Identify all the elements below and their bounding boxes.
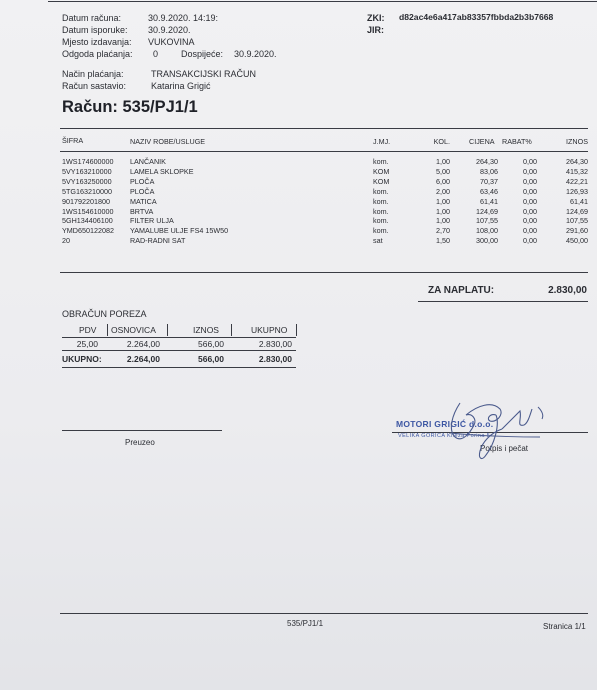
cell-sifra: 20 <box>62 236 70 246</box>
cell-iznos: 107,55 <box>566 216 588 226</box>
cell-jmj: kom. <box>373 226 389 236</box>
table-row <box>0 177 597 187</box>
tax-header-osnovica: OSNOVICA <box>111 325 156 335</box>
nacin-placanja-value: TRANSAKCIJSKI RAČUN <box>151 69 257 79</box>
cell-cijena: 107,55 <box>476 216 498 226</box>
tax-total-osnovica: 2.264,00 <box>126 354 160 364</box>
cell-rabat: 0,00 <box>523 196 537 206</box>
zki-value: d82ac4e6a417ab83357fbbda2b3b7668 <box>399 12 554 22</box>
col-header-cijena: CIJENA <box>469 137 495 146</box>
cell-jmj: KOM <box>373 166 390 176</box>
tax-divider-3 <box>231 324 232 336</box>
cell-rabat: 0,00 <box>523 226 537 236</box>
cell-sifra: 901792201800 <box>62 196 110 206</box>
jir-label: JIR: <box>367 25 385 35</box>
table-row <box>0 226 597 236</box>
cell-kol: 2,70 <box>436 226 450 236</box>
cell-naziv: RAD-RADNI SAT <box>130 236 186 246</box>
table-row <box>0 157 597 167</box>
cell-naziv: MATICA <box>130 196 157 206</box>
datum-isporuke-value: 30.9.2020. <box>148 25 191 35</box>
table-row <box>0 167 597 177</box>
col-header-naziv: NAZIV ROBE/USLUGE <box>130 137 206 146</box>
cell-naziv: YAMALUBE ULJE FS4 15W50 <box>130 226 229 236</box>
cell-sifra: YMD650122082 <box>62 226 114 236</box>
cell-cijena: 124,69 <box>476 206 498 216</box>
cell-rabat: 0,00 <box>523 176 537 186</box>
cell-kol: 2,00 <box>436 186 450 196</box>
tax-header-pdv: PDV <box>79 325 97 335</box>
top-border <box>48 1 597 2</box>
mjesto-value: VUKOVINA <box>148 37 195 47</box>
footer-doc-number: 535/PJ1/1 <box>287 619 324 628</box>
cell-sifra: 1WS174600000 <box>62 157 114 166</box>
cell-jmj: kom. <box>373 196 389 206</box>
table-top-rule <box>60 128 588 129</box>
cell-cijena: 70,37 <box>480 176 498 186</box>
col-header-rabat: RABAT% <box>502 137 532 146</box>
cell-iznos: 415,32 <box>566 166 588 176</box>
cell-kol: 1,00 <box>436 157 450 166</box>
cell-kol: 5,00 <box>436 166 450 176</box>
cell-iznos: 264,30 <box>566 157 588 166</box>
tax-divider-1 <box>107 324 108 336</box>
tax-title: OBRAČUN POREZA <box>62 309 147 319</box>
cell-cijena: 83,06 <box>480 166 498 176</box>
table-header-rule <box>60 151 588 152</box>
table-row <box>0 187 597 197</box>
table-row <box>0 236 597 246</box>
cell-rabat: 0,00 <box>523 206 537 216</box>
cell-cijena: 264,30 <box>476 157 498 166</box>
cell-jmj: kom. <box>373 216 389 226</box>
tax-total-iznos: 566,00 <box>198 354 224 364</box>
cell-cijena: 108,00 <box>476 226 498 236</box>
tax-header-ukupno: UKUPNO <box>251 325 288 335</box>
cell-jmj: KOM <box>373 176 390 186</box>
cell-naziv: FILTER ULJA <box>130 216 174 226</box>
tax-iznos-value: 566,00 <box>198 339 224 349</box>
datum-racuna-label: Datum računa: <box>62 13 122 23</box>
company-stamp-address: VELIKA GORICA Kneza Porina 5 <box>398 433 491 439</box>
cell-sifra: 5TG163210000 <box>62 186 112 196</box>
col-header-jmj: J.MJ. <box>373 137 391 146</box>
zki-label: ZKI: <box>367 13 385 23</box>
odgoda-value: 0 <box>153 49 159 59</box>
cell-jmj: sat <box>373 236 383 246</box>
cell-kol: 1,00 <box>436 196 450 206</box>
tax-header-iznos: IZNOS <box>193 325 219 335</box>
table-row <box>0 216 597 226</box>
cell-naziv: BRTVA <box>130 206 154 216</box>
cell-jmj: kom. <box>373 186 389 196</box>
cell-iznos: 422,21 <box>566 176 588 186</box>
preuzeo-line <box>62 430 222 431</box>
dospijece-value: 30.9.2020. <box>234 49 277 59</box>
cell-sifra: 1WS154610000 <box>62 206 114 216</box>
cell-jmj: kom. <box>373 157 389 166</box>
tax-total-rule <box>62 367 296 368</box>
cell-rabat: 0,00 <box>523 186 537 196</box>
tax-row-rule <box>62 350 296 351</box>
invoice-title: Račun: 535/PJ1/1 <box>62 98 198 116</box>
cell-iznos: 124,69 <box>566 206 588 216</box>
cell-sifra: 5VY163250000 <box>62 176 112 186</box>
tax-divider-2 <box>167 324 168 336</box>
cell-naziv: LANČANIK <box>130 157 166 166</box>
cell-sifra: 5VY163210000 <box>62 166 112 176</box>
cell-kol: 1,00 <box>436 206 450 216</box>
tax-pdv-value: 25,00 <box>76 339 98 349</box>
tax-divider-4 <box>296 324 297 336</box>
company-stamp-name: MOTORI GRIGIĆ d.o.o. <box>396 419 494 429</box>
cell-rabat: 0,00 <box>523 166 537 176</box>
cell-iznos: 61,41 <box>570 196 588 206</box>
cell-iznos: 291,60 <box>566 226 588 236</box>
datum-racuna-value: 30.9.2020. 14:19: <box>148 13 219 23</box>
handwritten-signature <box>430 385 560 475</box>
cell-iznos: 126,93 <box>566 186 588 196</box>
cell-cijena: 300,00 <box>476 236 498 246</box>
table-row <box>0 207 597 217</box>
preuzeo-label: Preuzeo <box>125 438 155 447</box>
footer-page-number: Stranica 1/1 <box>543 622 586 631</box>
odgoda-label: Odgoda plaćanja: <box>62 49 133 59</box>
za-naplatu-value: 2.830,00 <box>548 285 587 296</box>
cell-kol: 1,50 <box>436 236 450 246</box>
cell-rabat: 0,00 <box>523 216 537 226</box>
dospijece-label: Dospijeće: <box>181 49 224 59</box>
cell-cijena: 63,46 <box>480 186 498 196</box>
sastavio-label: Račun sastavio: <box>62 81 127 91</box>
cell-kol: 6,00 <box>436 176 450 186</box>
cell-iznos: 450,00 <box>566 236 588 246</box>
cell-kol: 1,00 <box>436 216 450 226</box>
total-top-rule <box>60 272 588 273</box>
col-header-iznos: IZNOS <box>566 137 588 146</box>
sastavio-value: Katarina Grigić <box>151 81 211 91</box>
tax-header-rule <box>62 337 296 338</box>
tax-osnovica-value: 2.264,00 <box>126 339 160 349</box>
footer-rule <box>60 613 588 614</box>
col-header-kol: KOL. <box>433 137 450 146</box>
cell-naziv: PLOČA <box>130 176 155 186</box>
tax-total-label: UKUPNO: <box>62 354 102 364</box>
cell-sifra: 5GH134406100 <box>62 216 113 226</box>
cell-naziv: PLOČA <box>130 186 155 196</box>
cell-rabat: 0,00 <box>523 236 537 246</box>
total-bottom-rule <box>418 301 588 302</box>
nacin-placanja-label: Način plaćanja: <box>62 69 124 79</box>
table-row <box>0 197 597 207</box>
mjesto-label: Mjesto izdavanja: <box>62 37 132 47</box>
potpis-label: Potpis i pečat <box>480 444 529 453</box>
tax-ukupno-value: 2.830,00 <box>258 339 292 349</box>
cell-naziv: LAMELA SKLOPKE <box>130 166 194 176</box>
cell-jmj: kom. <box>373 206 389 216</box>
col-header-sifra: ŠIFRA <box>62 136 84 145</box>
za-naplatu-label: ZA NAPLATU: <box>428 285 495 296</box>
cell-rabat: 0,00 <box>523 157 537 166</box>
cell-cijena: 61,41 <box>480 196 498 206</box>
datum-isporuke-label: Datum isporuke: <box>62 25 128 35</box>
tax-total-ukupno: 2.830,00 <box>258 354 292 364</box>
